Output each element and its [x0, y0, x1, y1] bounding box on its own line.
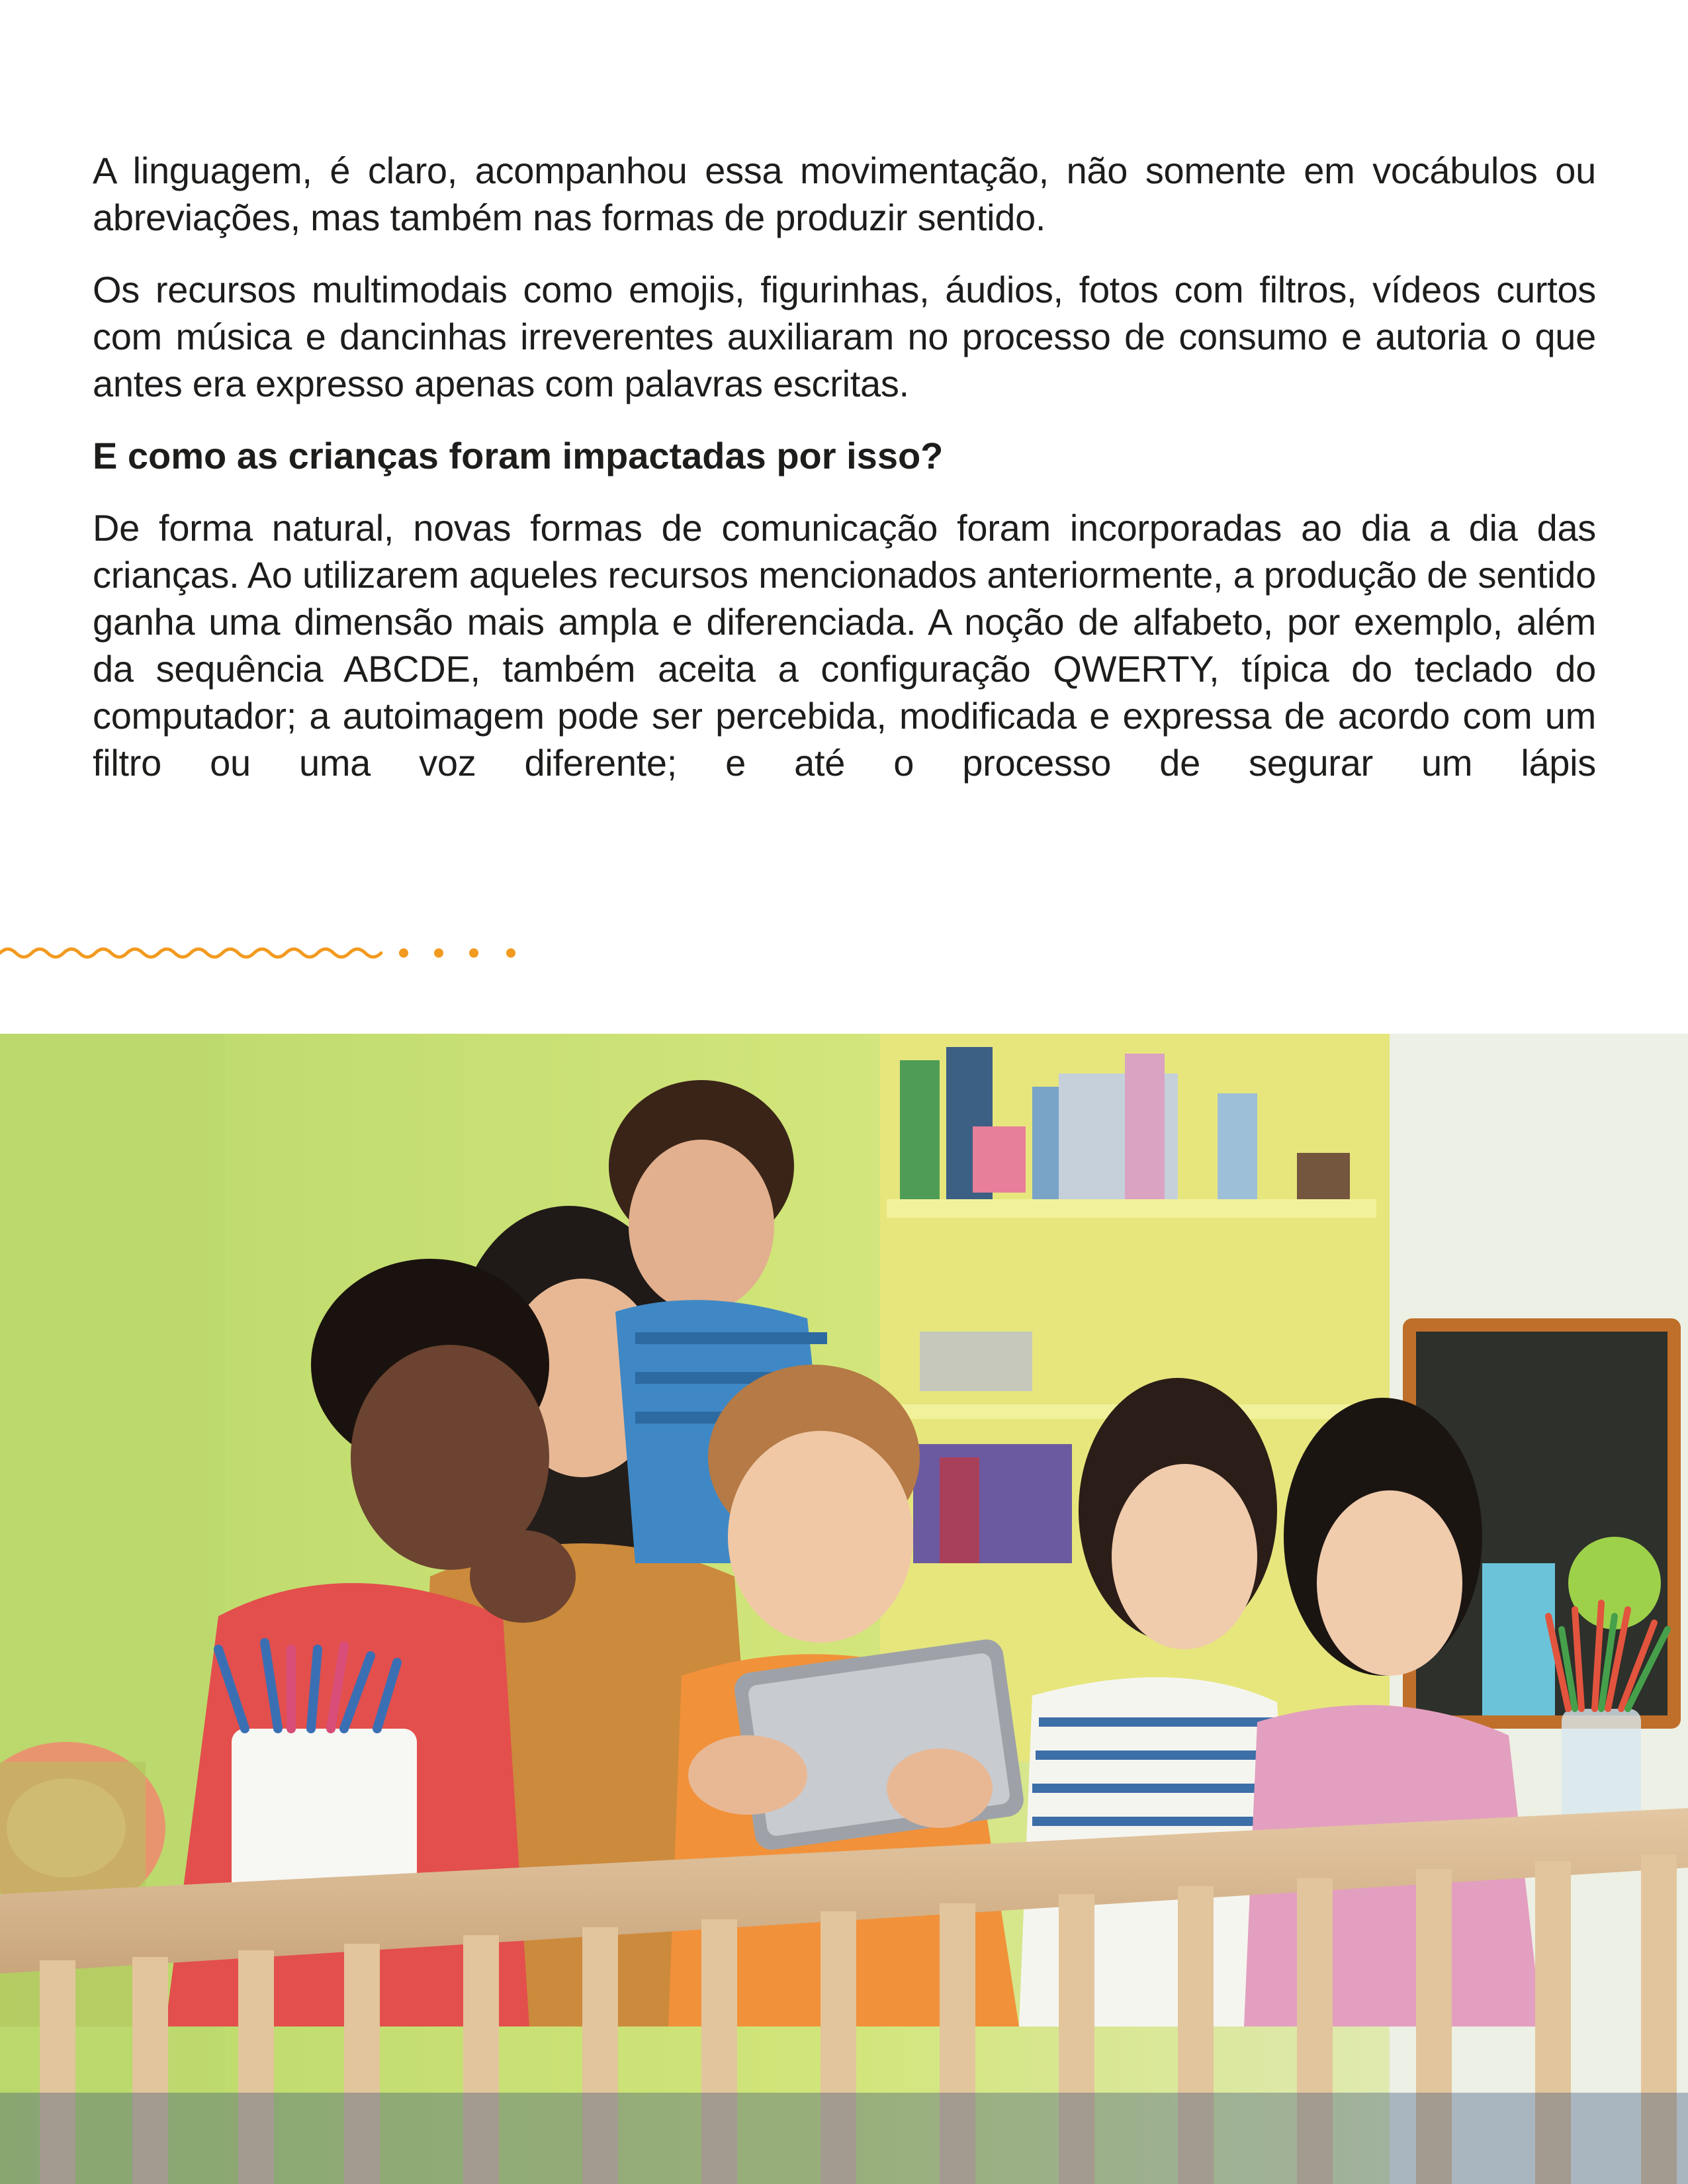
paragraph-language: A linguagem, é claro, acompanhou essa movimentação, não somente em vocábulos ou abreviações, mas também nas formas de produzir sentido.	[93, 150, 1596, 238]
classroom-photo	[0, 1034, 1688, 2184]
divider-dot	[469, 948, 478, 958]
divider-dot	[506, 948, 515, 958]
article-body	[93, 147, 1596, 811]
paragraph-children: De forma natural, novas formas de comunicação foram incorporadas ao dia a dia das crianças. Ao utilizarem aqueles recursos mencionados anteriormente, a produção de sentido ganha uma dimensão mais ampla e diferenciada. A noção de alfabeto, por exemplo, além da sequência ABCDE, também aceita a configuração QWERTY, típica do teclado do computador; a autoimagem pode ser percebida, modificada e expressa de acordo com um filtro ou uma voz diferente; e até o processo de segurar um lápis	[93, 507, 1596, 784]
section-heading: E como as crianças foram impactadas por isso?	[93, 435, 944, 477]
paragraph-multimodal: Os recursos multimodais como emojis, figurinhas, áudios, fotos com filtros, vídeos curtos com música e dancinhas irreverentes auxiliaram no processo de consumo e autoria o que antes era expresso apenas com palavras escritas.	[93, 269, 1596, 404]
divider-dot	[399, 948, 408, 958]
divider-dot	[434, 948, 443, 958]
wave-dots-divider	[0, 933, 529, 973]
